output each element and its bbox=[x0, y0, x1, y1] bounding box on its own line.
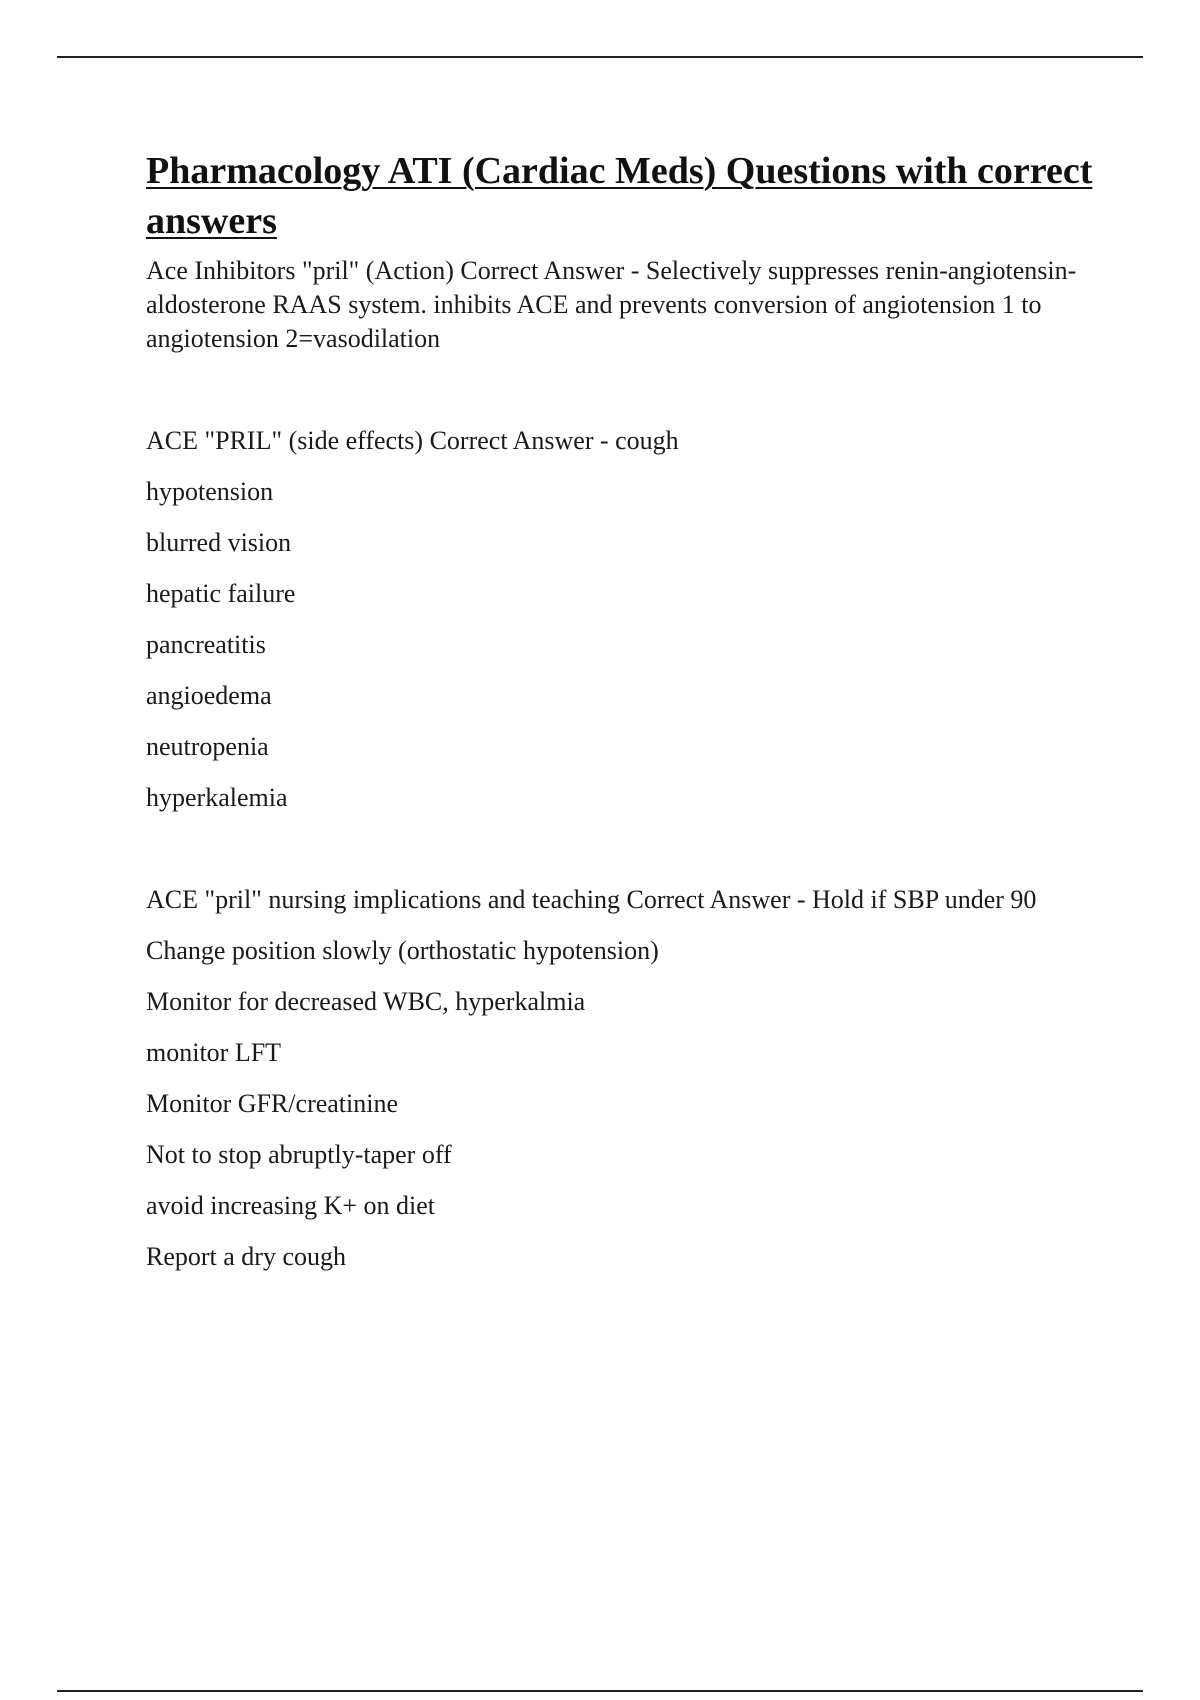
answer-line: hyperkalemia bbox=[146, 783, 288, 812]
bottom-rule bbox=[57, 1690, 1143, 1692]
answer-line: Monitor GFR/creatinine bbox=[146, 1089, 399, 1118]
answer-line: Report a dry cough bbox=[146, 1242, 347, 1271]
qa-ace-action: Ace Inhibitors "pril" (Action) Correct Answer - Selectively suppresses renin-angiotensin-aldosterone RAAS system. inhibits ACE and prevents conversion of angiotension 1 to angiotension 2=vasodilation bbox=[146, 256, 1077, 353]
answer-line: Monitor for decreased WBC, hyperkalmia bbox=[146, 987, 586, 1016]
answer-line: hepatic failure bbox=[146, 579, 296, 608]
answer-line: angioedema bbox=[146, 681, 272, 710]
section-ace-action bbox=[146, 254, 1096, 356]
qa-side-effects-question: ACE "PRIL" (side effects) Correct Answer - cough bbox=[146, 426, 679, 455]
section-ace-side-effects bbox=[146, 424, 1096, 815]
top-rule bbox=[57, 56, 1143, 58]
answer-line: neutropenia bbox=[146, 732, 269, 761]
answer-line: avoid increasing K+ on diet bbox=[146, 1191, 436, 1220]
answer-line: monitor LFT bbox=[146, 1038, 282, 1067]
answer-line: blurred vision bbox=[146, 528, 292, 557]
qa-nursing-question: ACE "pril" nursing implications and teaching Correct Answer - Hold if SBP under 90 bbox=[146, 885, 1037, 914]
document-body bbox=[146, 146, 1096, 1274]
answer-line: hypotension bbox=[146, 477, 274, 506]
section-ace-nursing bbox=[146, 883, 1096, 1274]
document-title: Pharmacology ATI (Cardiac Meds) Questions with correct answers bbox=[146, 150, 1093, 242]
answer-line: pancreatitis bbox=[146, 630, 266, 659]
answer-line: Not to stop abruptly-taper off bbox=[146, 1140, 452, 1169]
answer-line: Change position slowly (orthostatic hypotension) bbox=[146, 936, 659, 965]
